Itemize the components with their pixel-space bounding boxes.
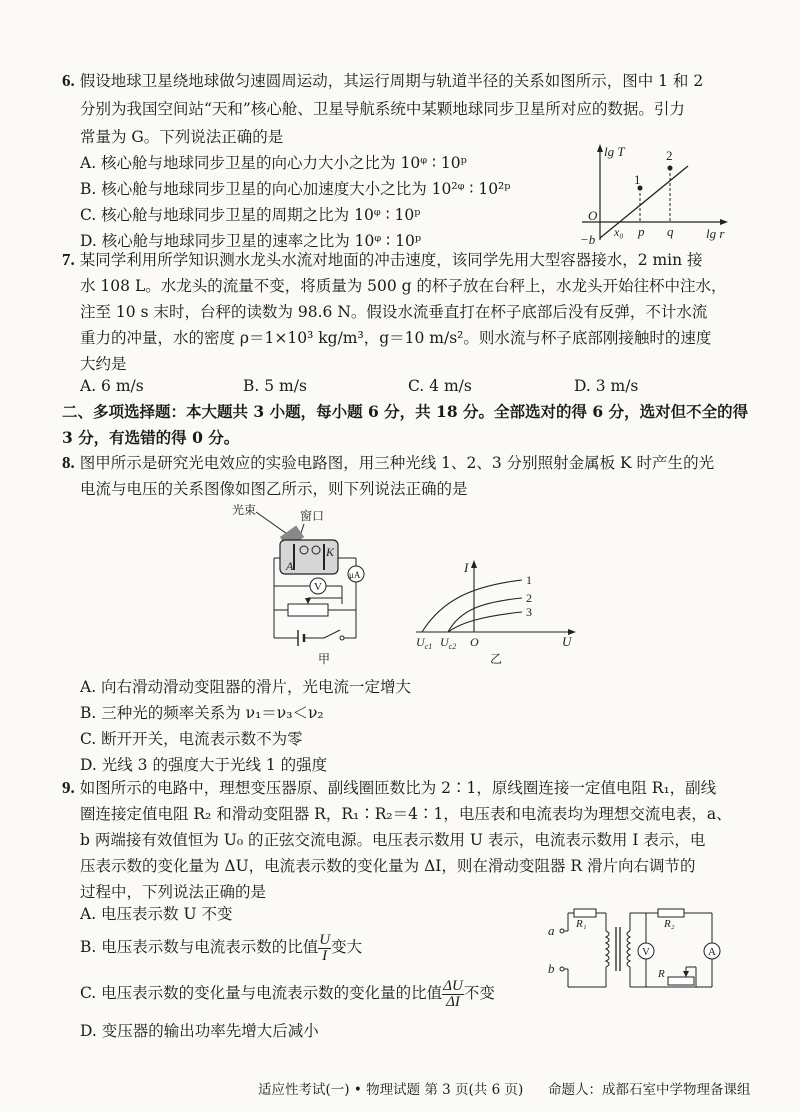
- q8-figure-b: [412, 560, 582, 654]
- q6-label-2: 2: [666, 148, 673, 163]
- q9-terminal-b: b: [548, 961, 555, 976]
- q6-y-label: lg T: [604, 144, 625, 159]
- q9-resistor-r1: [574, 909, 596, 917]
- svg-text:μA: μA: [349, 570, 361, 580]
- q8-option-d: D. 光线 3 的强度大于光线 1 的强度: [80, 756, 328, 774]
- q8-line2: 电流与电压的关系图像如图乙所示，则下列说法正确的是: [80, 480, 468, 498]
- q6-option-c: C. 核心舱与地球同步卫星的周期之比为 10ᵠ ∶ 10ᵖ: [80, 206, 421, 224]
- q6-q: q: [667, 224, 674, 239]
- q8-plate-a: A: [286, 559, 294, 573]
- q6-origin: O: [588, 208, 598, 223]
- q6-option-b: B. 核心舱与地球同步卫星的向心加速度大小之比为 10²ᵠ ∶ 10²ᵖ: [80, 180, 511, 198]
- q9-option-b: B. 电压表示数与电流表示数的比值 $\frac{U}{I}$ 变大: [80, 931, 363, 964]
- q8-uc1-label: $U_{c1}$: [416, 635, 433, 650]
- q9-terminal-a: a: [548, 923, 555, 938]
- q7-line4: 重力的冲量，水的密度 ρ＝1×10³ kg/m³，g＝10 m/s²。则水流与杯子底部刚接触时的速度: [80, 329, 712, 347]
- q9-resistor-r2: [658, 909, 684, 917]
- svg-text:R₂: R₂: [664, 918, 675, 930]
- q9-primary-coil: [606, 931, 609, 967]
- q8-light-label: 光束: [232, 503, 257, 517]
- q6-x-label: lg r: [706, 226, 725, 241]
- svg-text:A: A: [708, 946, 716, 958]
- q8-figure-a-caption: 甲: [318, 652, 331, 666]
- q8-option-a: A. 向右滑动滑动变阻器的滑片，光电流一定增大: [80, 678, 412, 696]
- q8-i-axis: I: [464, 560, 469, 575]
- q8-curve-2: [448, 598, 522, 632]
- q9-option-a: A. 电压表示数 U 不变: [80, 905, 233, 923]
- section2-heading-line1: 二、多项选择题：本大题共 3 小题，每小题 6 分，共 18 分。全部选对的得 6 分，选对但不全的得: [62, 402, 749, 421]
- q8-figure-a: [228, 500, 368, 664]
- q8-curve-2-label: 2: [526, 591, 532, 605]
- q9-line1: 9. 如图所示的电路中，理想变压器原、副线圈匝数比为 2∶1，原线圈连接一定值电阻 R₁，副线: [62, 778, 717, 797]
- q8-switch: [324, 630, 340, 638]
- q8-curve-3: [448, 612, 522, 632]
- q8-option-c: C. 断开开关，电流表示数不为零: [80, 730, 303, 748]
- q9-secondary-coil: [627, 931, 630, 967]
- q9-rheostat-r: [668, 977, 694, 985]
- q9-option-c: C. 电压表示数的变化量与电流表示数的变化量的比值 $\frac{\Delta U}{\Delta I}$ 不变: [80, 977, 495, 1010]
- q6-neg-b: −b: [580, 232, 596, 247]
- svg-text:R: R: [658, 968, 665, 980]
- svg-text:R₁: R₁: [576, 918, 587, 930]
- q7-line1: 7. 某同学利用所学知识测水龙头水流对地面的冲击速度，该同学先用大型容器接水，2 min 接: [62, 250, 703, 269]
- q7-option-d: D. 3 m/s: [574, 377, 639, 395]
- q6-line2: 分别为我国空间站“天和”核心舱、卫星导航系统中某颗地球同步卫星所对应的数据。引力: [80, 100, 685, 118]
- q8-number: 8.: [62, 453, 75, 472]
- q9-line3: b 两端接有效值恒为 U₀ 的正弦交流电源。电压表示数用 U 表示，电流表示数用 I 表示，电: [80, 831, 706, 849]
- q8-option-b: B. 三种光的频率关系为 ν₁＝ν₃＜ν₂: [80, 704, 324, 722]
- q6-line3: 常量为 G。下列说法正确的是: [80, 128, 284, 146]
- q6-line1: 6. 假设地球卫星绕地球做匀速圆周运动，其运行周期与轨道半径的关系如图所示，图中 1 和 2: [62, 71, 704, 90]
- q7-number: 7.: [62, 250, 75, 269]
- section2-heading-line2: 3 分，有选错的得 0 分。: [62, 428, 240, 447]
- q8-origin: O: [470, 635, 479, 649]
- q7-line3: 注至 10 s 末时，台秤的读数为 98.6 N。假设水流垂直打在杯子底部后没有反弹，不计水流: [80, 303, 708, 321]
- q8-u-axis: U: [562, 634, 572, 649]
- footer-author: 命题人：成都石室中学物理备课组: [548, 1082, 751, 1098]
- q6-option-a: A. 核心舱与地球同步卫星的向心力大小之比为 10ᵠ ∶ 10ᵖ: [80, 154, 467, 172]
- q8-figure-b-caption: 乙: [490, 652, 503, 666]
- q8-plate-k: K: [326, 545, 335, 559]
- q6-x0: x₀: [614, 225, 624, 239]
- q9-number: 9.: [62, 778, 75, 797]
- q7-option-b: B. 5 m/s: [243, 377, 307, 395]
- q8-curve-1-label: 1: [526, 573, 532, 587]
- q7-option-a: A. 6 m/s: [80, 377, 144, 395]
- q8-rheostat: [288, 604, 328, 616]
- footer-page-info: 适应性考试(一) • 物理试题 第 3 页(共 6 页): [258, 1082, 524, 1098]
- q9-option-d: D. 变压器的输出功率先增大后减小: [80, 1022, 319, 1040]
- q9-circuit: [546, 905, 726, 999]
- q7-option-c: C. 4 m/s: [408, 377, 472, 395]
- svg-text:V: V: [314, 581, 322, 593]
- q8-curve-3-label: 3: [526, 605, 532, 619]
- q6-graph: [560, 140, 730, 254]
- q6-label-1: 1: [634, 172, 641, 187]
- q6-p: p: [638, 224, 645, 239]
- q9-line5: 过程中，下列说法正确的是: [80, 883, 267, 901]
- q8-curve-1: [422, 580, 522, 632]
- q6-number: 6.: [62, 71, 75, 90]
- q9-line2: 圈连接定值电阻 R₂ 和滑动变阻器 R，R₁∶R₂＝4∶1，电压表和电流表均为理想交流电表，a、: [80, 805, 732, 823]
- q9-line4: 压表示数的变化量为 ΔU，电流表示数的变化量为 ΔI，则在滑动变阻器 R 滑片向右调节的: [80, 857, 696, 875]
- q6-option-d: D. 核心舱与地球同步卫星的速率之比为 10ᵠ ∶ 10ᵖ: [80, 232, 422, 250]
- q8-line1: 8. 图甲所示是研究光电效应的实验电路图，用三种光线 1、2、3 分别照射金属板 K 时产生的光: [62, 453, 715, 472]
- q8-uc2-label: $U_{c2}$: [440, 635, 457, 650]
- q7-line5: 大约是: [80, 355, 127, 373]
- q8-window-label: 窗口: [300, 509, 325, 523]
- q7-line2: 水 108 L。水龙头的流量不变，将质量为 500 g 的杯子放在台秤上，水龙头开始往杯中注水，: [80, 277, 727, 295]
- q6-point-2: [668, 166, 673, 171]
- svg-text:V: V: [642, 946, 650, 958]
